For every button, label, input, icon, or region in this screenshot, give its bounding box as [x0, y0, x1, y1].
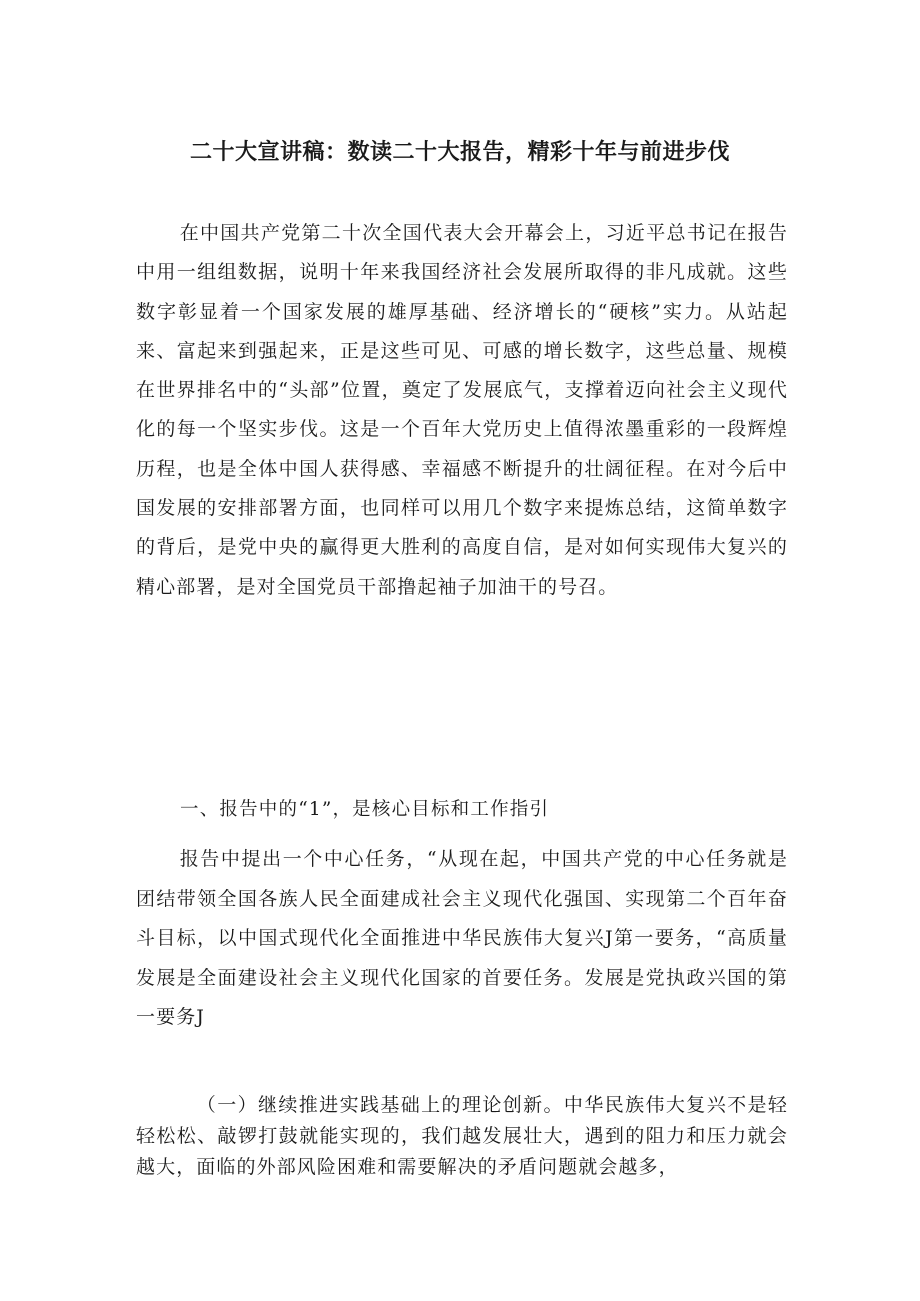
section-1-paragraph: 报告中提出一个中心任务，“从现在起，中国共产党的中心任务就是团结带领全国各族人民全面建成社会主义现代化强国、实现第二个百年奋斗目标，以中国式现代化全面推进中华民族伟大复兴J第一要务，“高质量发展是全面建设社会主义现代化国家的首要任务。发展是党执政兴国的第一要务J	[136, 848, 788, 1029]
section-1-heading: 一、报告中的“1”，是核心目标和工作指引	[180, 799, 550, 820]
subsection-1-paragraph: （一）继续推进实践基础上的理论创新。中华民族伟大复兴不是轻轻松松、敲锣打鼓就能实现的，我们越发展壮大，遇到的阻力和压力就会越大，面临的外部风险困难和需要解决的矛盾问题就会越多，	[136, 1094, 788, 1178]
document-title: 二十大宣讲稿：数读二十大报告，精彩十年与前进步伐	[189, 139, 730, 165]
intro-paragraph: 在中国共产党第二十次全国代表大会开幕会上，习近平总书记在报告中用一组组数据，说明十年来我国经济社会发展所取得的非凡成就。这些数字彰显着一个国家发展的雄厚基础、经济增长的“硬核”实力。从站起来、富起来到强起来，正是这些可见、可感的增长数字，这些总量、规模在世界排名中的“头部”位置，奠定了发展底气，支撑着迈向社会主义现代化的每一个坚实步伐。这是一个百年大党历史上值得浓墨重彩的一段辉煌历程，也是全体中国人获得感、幸福感不断提升的壮阔征程。在对今后中国发展的安排部署方面，也同样可以用几个数字来提炼总结，这简单数字的背后，是党中央的赢得更大胜利的高度自信，是对如何实现伟大复兴的精心部署，是对全国党员干部撸起袖子加油干的号召。	[136, 222, 788, 598]
